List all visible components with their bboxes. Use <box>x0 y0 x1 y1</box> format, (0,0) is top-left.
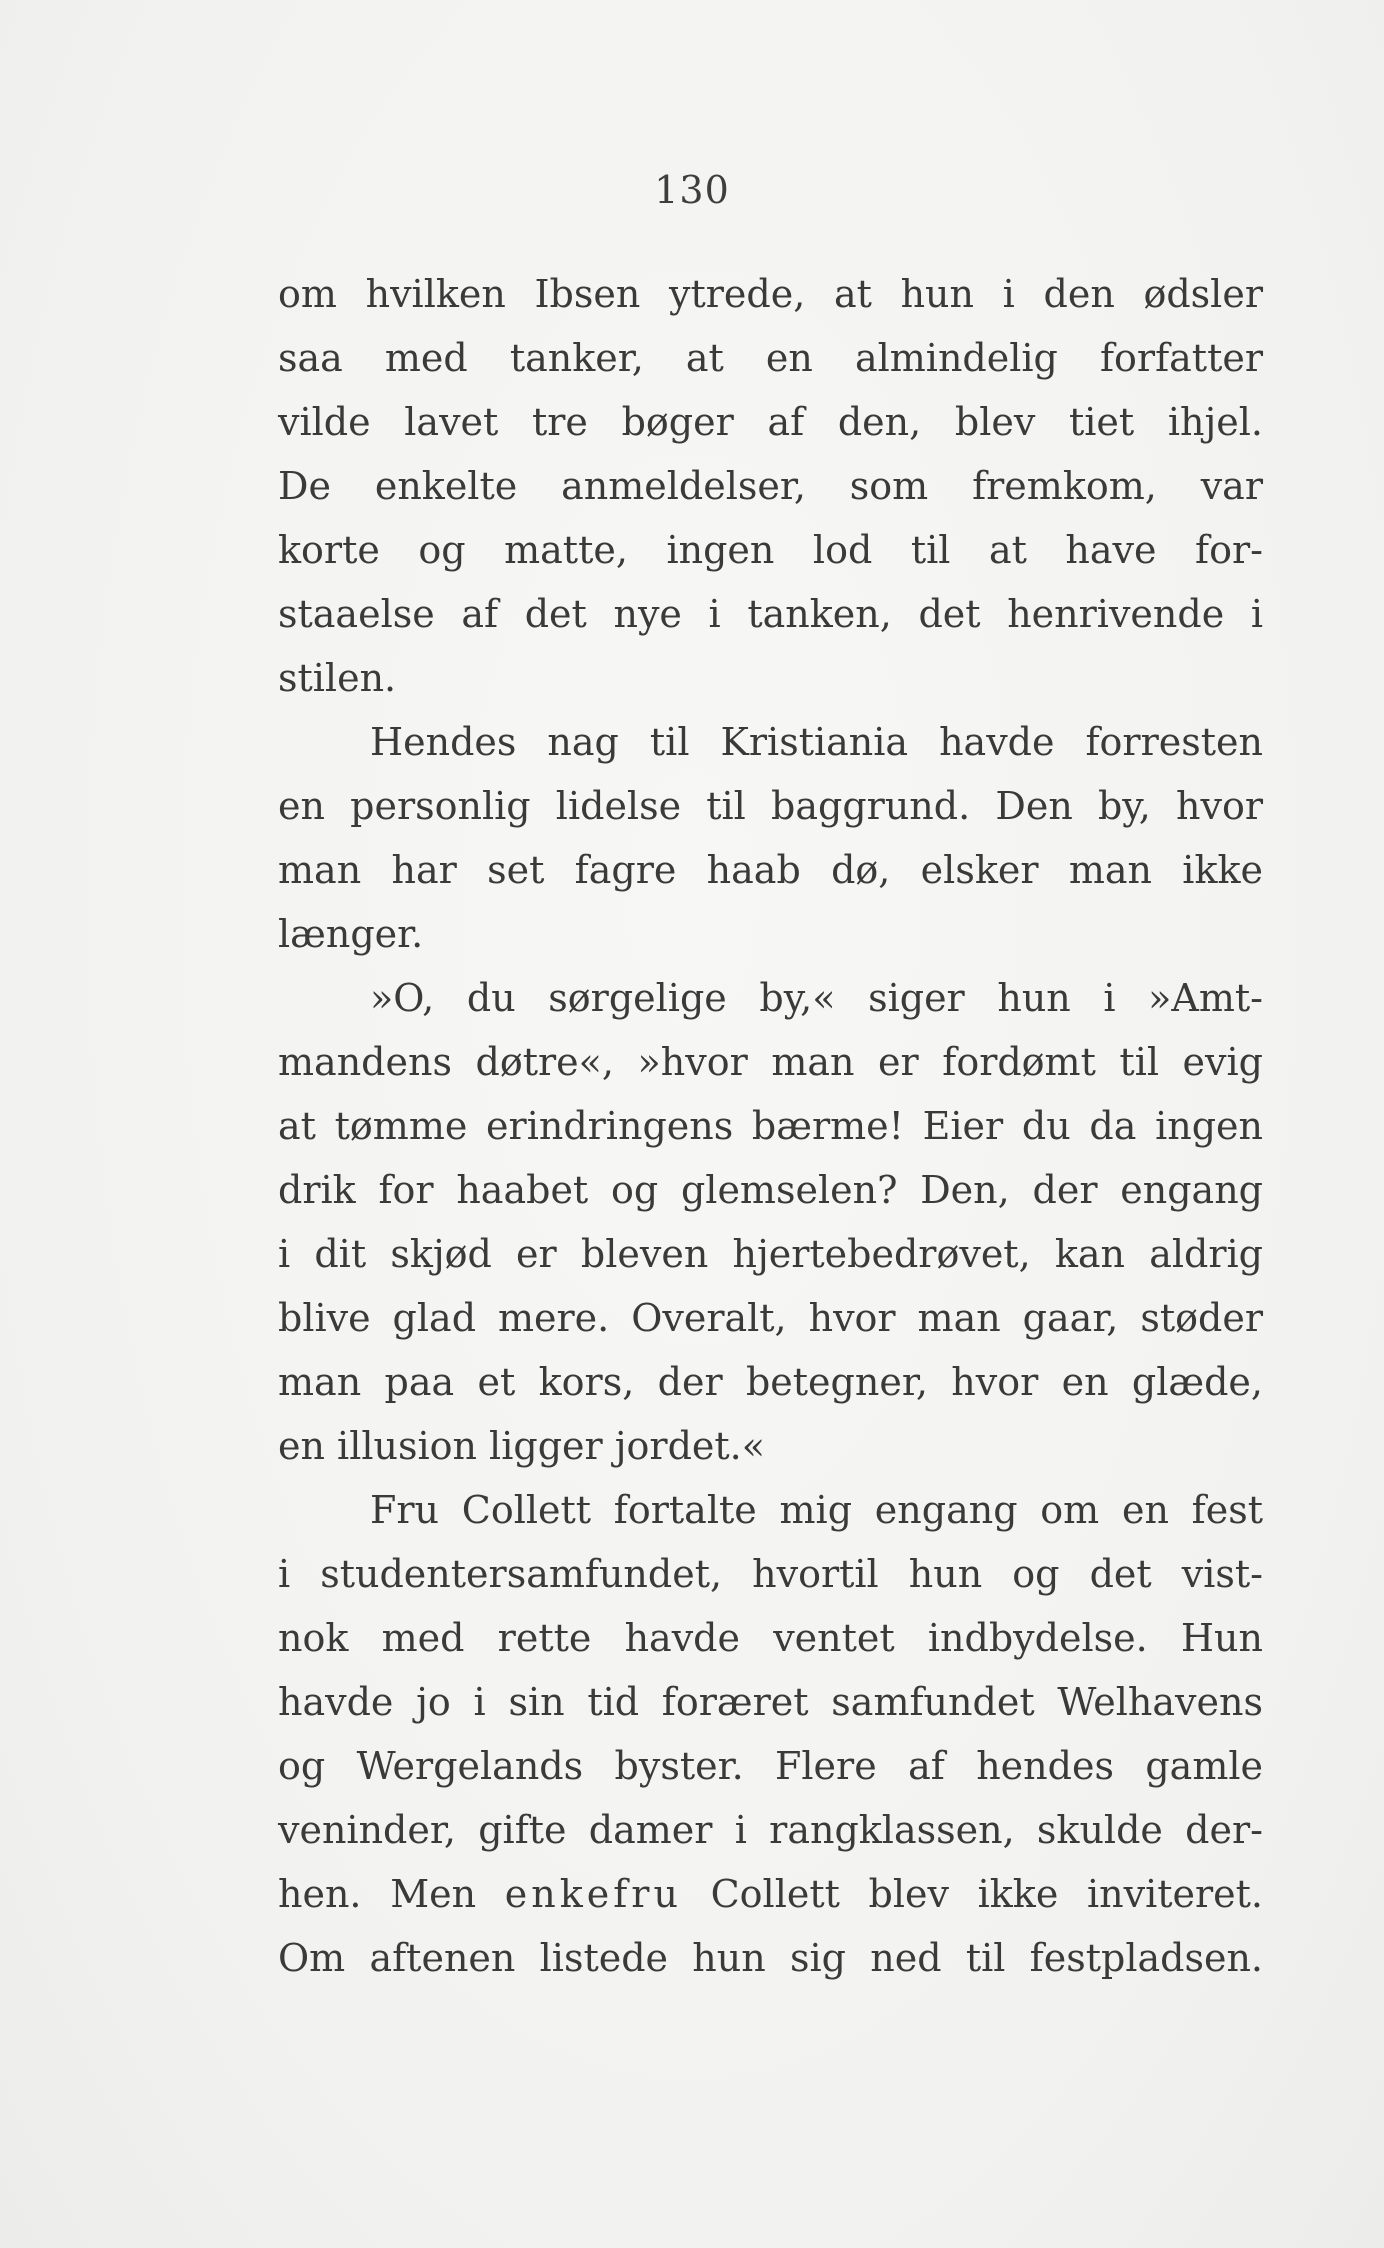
text-line: og Wergelands byster. Flere af hendes gamle <box>278 1744 1263 1788</box>
page-number: 130 <box>654 168 730 212</box>
text-line: Hendes nag til Kristiania havde forresten <box>370 720 1263 764</box>
spaced-word: enkefru <box>504 1872 682 1916</box>
text-line <box>278 1862 1263 1926</box>
text-fragment: hen. <box>278 1872 362 1916</box>
text-line: stilen. <box>278 656 397 700</box>
text-line: drik for haabet og glemselen? Den, der engang <box>278 1168 1263 1212</box>
text-line: staaelse af det nye i tanken, det henrivende i <box>278 592 1263 636</box>
text-line: om hvilken Ibsen ytrede, at hun i den ødsler <box>278 272 1263 316</box>
text-line: at tømme erindringens bærme! Eier du da ingen <box>278 1104 1263 1148</box>
text-line: man har set fagre haab dø, elsker man ikke <box>278 848 1263 892</box>
text-line: veninder, gifte damer i rangklassen, skulde der- <box>278 1808 1263 1852</box>
text-line: korte og matte, ingen lod til at have for- <box>278 528 1263 572</box>
text-line: havde jo i sin tid foræret samfundet Welhavens <box>278 1680 1263 1724</box>
text-line: længer. <box>278 912 424 956</box>
text-line: nok med rette havde ventet indbydelse. Hun <box>278 1616 1263 1660</box>
text-line: i studentersamfundet, hvortil hun og det vist- <box>278 1552 1263 1596</box>
text-line: »O, du sørgelige by,« siger hun i »Amt- <box>370 976 1263 1020</box>
text-line: man paa et kors, der betegner, hvor en glæde, <box>278 1360 1263 1404</box>
text-fragment: Collett blev ikke inviteret. <box>710 1872 1263 1916</box>
text-line: i dit skjød er bleven hjertebedrøvet, kan aldrig <box>278 1232 1263 1276</box>
text-line: en personlig lidelse til baggrund. Den by, hvor <box>278 784 1263 828</box>
text-line: saa med tanker, at en almindelig forfatter <box>278 336 1263 380</box>
text-line: en illusion ligger jordet.« <box>278 1424 765 1468</box>
text-line: blive glad mere. Overalt, hvor man gaar, støder <box>278 1296 1263 1340</box>
text-line: De enkelte anmeldelser, som fremkom, var <box>278 464 1263 508</box>
text-line: mandens døtre«, »hvor man er fordømt til evig <box>278 1040 1263 1084</box>
text-line: Om aftenen listede hun sig ned til festpladsen. <box>278 1936 1263 1980</box>
text-line: vilde lavet tre bøger af den, blev tiet ihjel. <box>278 400 1263 444</box>
text-line: Fru Collett fortalte mig engang om en fest <box>370 1488 1263 1532</box>
text-fragment: Men <box>390 1872 477 1916</box>
